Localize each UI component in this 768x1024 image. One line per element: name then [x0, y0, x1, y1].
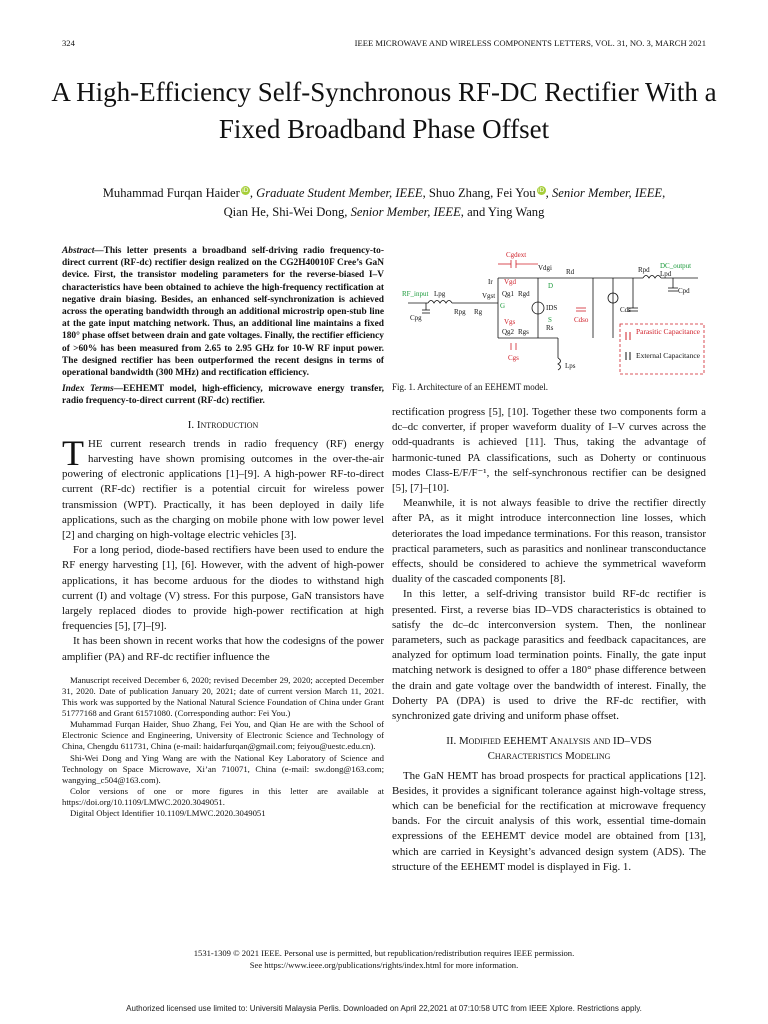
- index-terms-lead: Index Terms: [62, 384, 114, 395]
- paragraph: Meanwhile, it is not always feasible to drive the rectifier directly after PA, as it might introduce interconnection line losses, which deteriorates the load impedance terminations. For this reason, transistor practical parameters, such as parasitics and nonlinear transconductance effects, should be considered to achieve the symmetrical waveform duality of the cascaded components [8].: [392, 497, 706, 586]
- paragraph: rectification progress [5], [10]. Together these two components form a dc–dc converter, if proper waveform duality of I–V curves across the odd-quadrants is achieved [11]. Thus, taking the advantage of harmonic-tuned PA classifications, such as Doherty or continuous modes Class-E/F/F⁻¹, the self-synchronous rectifier can be designed [5], [7]–[10].: [392, 406, 706, 495]
- author-name: , and Ying Wang: [460, 205, 545, 219]
- author-membership: , Senior Member, IEEE: [344, 205, 461, 219]
- copyright-line: 1531-1309 © 2021 IEEE. Personal use is permitted, but republication/redistribution requires IEEE permission.: [193, 948, 575, 958]
- orcid-icon[interactable]: iD: [242, 186, 249, 194]
- eehemt-schematic: [398, 248, 708, 378]
- copyright-notice: [62, 948, 706, 971]
- abstract-text: This letter presents a broadband self-driving radio frequency-to-direct current (RF-dc) rectifier design realized on the CG2H40010F Cree’s GaN device. First, the transistor modeling parameters for the reverse-biased I–V characteristics have been obtained to achieve the high-frequency rectification at negative drain biasing. Besides, an enhanced self-synchronization is achieved across the operating bandwidth through an additional microstrip open-stub line at the gate input matching network. Thus, an additional line maintains a fixed 180° phase offset between drain and gate voltages. Finally, the rectifier efficiency of >60% has been measured from 2.65 to 2.95 GHz for 10-W RF input power. The designed rectifier has been outperformed the recent designs in terms of operational bandwidth (300 MHz) and rectification efficiency.: [62, 246, 384, 379]
- legend-parasitic: Parasitic Capacitance: [636, 328, 700, 336]
- section-number: II.: [446, 735, 457, 748]
- license-footer: Authorized licensed use limited to: Universiti Malaysia Perlis. Downloaded on April 22,2021 at 07:10:58 UTC from IEEE Xplore. Restrictions apply.: [126, 1004, 642, 1013]
- paragraph: For a long period, diode-based rectifiers have been used to endure the RF energy harvesting [1], [6]. However, with the advent of high-power applications, it has become arduous for the diodes to withstand high current (I) and voltage (V) stress. For this purpose, GaN transistors have largely replaced diodes to provide high-power rectification at high frequencies [5], [7]–[9].: [62, 544, 384, 633]
- abstract-lead: Abstract: [62, 246, 95, 256]
- paragraph-text: HE current research trends in radio frequency (RF) energy harvesting have shown promising outcomes in the over-the-air powering of electronic applications [1]–[9]. A high-power RF-to-direct current (RF-dc) rectifier is a potential circuit for wireless power transmission (WPT). Practically, it has been deployed in daily life applications, such as the charging on mobile phone with low power level [2] and charging on high-voltage electric vehicles [3].: [62, 437, 384, 542]
- label-lpg: Lpg: [434, 290, 446, 298]
- label-rgs: Rgs: [518, 328, 529, 336]
- index-terms-text: EEHEMT model, high-efficiency, microwave energy transfer, radio frequency-to-direct current (RF-dc) rectifier.: [62, 384, 384, 407]
- paragraph: It has been shown in recent works that how the codesigns of the power amplifier (PA) and RF-dc rectifier influence the: [62, 635, 384, 663]
- footnote: Shi-Wei Dong and Ying Wang are with the National Key Laboratory of Science and Technology on Space Microwave, Xi’an 710071, China (e-mail: sw.dong@163.com; wangying_c504@163.com).: [62, 752, 384, 785]
- label-cpd: Cpd: [678, 287, 690, 295]
- label-vgd: Vgd: [504, 278, 517, 286]
- author-name: Muhammad Furqan Haider: [102, 186, 240, 200]
- label-rpg: Rpg: [454, 308, 466, 316]
- orcid-icon[interactable]: iD: [538, 186, 545, 194]
- label-cds: Cds: [620, 306, 631, 314]
- label-ids: IDS: [546, 304, 558, 312]
- section-number: I.: [187, 418, 195, 431]
- footnotes: [62, 675, 384, 819]
- label-qg2: Qg2: [502, 328, 515, 336]
- footnote: Manuscript received December 6, 2020; revised December 29, 2020; accepted December 31, 2020. Date of publication January 20, 2021; date of current version March 11, 2021. This work was supported by the National Natural Science Foundation of China under Grant 51777168 and Grant 61571080. (Corresponding author: Fei You.): [62, 674, 384, 719]
- label-rd: Rd: [566, 268, 575, 276]
- section-title: Modified EEHEMT Analysis and ID–VDS: [458, 735, 652, 748]
- label-cgs: Cgs: [508, 354, 519, 362]
- label-qg1: Qg1: [502, 290, 515, 298]
- label-lpd: Lpd: [660, 270, 672, 278]
- label-cdso: Cdso: [574, 316, 589, 324]
- footnote: Muhammad Furqan Haider, Shuo Zhang, Fei You, and Qian He are with the School of Electronic Science and Engineering, University of Electronic Science and Technology of China, Chengdu 611731, China (e-mail: haidarfurqan@gmail.com; feiyou@uestc.edu.cn).: [62, 719, 384, 752]
- label-rgd: Rgd: [518, 290, 530, 298]
- author-name: Qian He, Shi-Wei Dong: [223, 205, 345, 219]
- author-membership: , Graduate Student Member, IEEE: [249, 186, 423, 200]
- label-vgs: Vgs: [504, 318, 516, 326]
- drop-cap: T: [62, 432, 84, 473]
- label-vgst: Vgst: [482, 292, 496, 300]
- author-name: , Shuo Zhang, Fei You: [422, 186, 536, 200]
- legend-external: External Capacitance: [636, 352, 700, 360]
- label-ir: Ir: [488, 278, 493, 286]
- paragraph: The GaN HEMT has broad prospects for practical applications [12]. Besides, it provides a significant tolerance against high-voltage stress, which can be beneficial for the rectification at microwave frequency bands. For the circuit analysis of this work, essential time-domain expressions of the EEHEMT device model are obtained from [13], which are carried in Keysight’s advanced design system (ADS). The structure of the EEHEMT model is displayed in Fig. 1.: [392, 769, 706, 873]
- label-rpd: Rpd: [638, 266, 650, 274]
- label-gate: G: [500, 302, 506, 310]
- section-title: Introduction: [196, 418, 259, 431]
- abstract: Abstract—This letter presents a broadband self-driving radio frequency-to-direct current (RF-dc) rectifier design realized on the CG2H40010F Cree’s GaN device. First, the transistor modeling parameters for the reverse-biased I–V characteristics have been obtained to achieve the high-frequency rectification at negative drain biasing. Besides, an enhanced self-synchronization is achieved across the operating bandwidth through an additional microstrip open-stub line at the gate input matching network. Thus, an additional line maintains a fixed 180° phase offset between drain and gate voltages. Finally, the rectifier efficiency of >60% has been measured from 2.65 to 2.95 GHz for 10-W RF input power. The designed rectifier has been outperformed the recent designs in terms of operational bandwidth (300 MHz) and rectification efficiency.: [62, 246, 384, 379]
- label-cpg: Cpg: [410, 314, 422, 322]
- running-header: IEEE MICROWAVE AND WIRELESS COMPONENTS LETTERS, VOL. 31, NO. 3, MARCH 2021: [354, 38, 706, 48]
- index-terms: Index Terms—EEHEMT model, high-efficiency, microwave energy transfer, radio frequency-to-direct current (RF-dc) rectifier.: [62, 384, 384, 407]
- author-membership: , Senior Member, IEEE: [545, 186, 663, 200]
- label-rf-input: RF_input: [402, 290, 429, 298]
- label-rs: Rs: [546, 324, 554, 332]
- author-list: Muhammad Furqan Haider iD, Graduate Student Member, IEEE, Shuo Zhang, Fei You iD, Senior Member, IEEE, Qian He, Shi-Wei Dong, Senior Member, IEEE, and Ying Wang: [102, 186, 666, 219]
- label-drain: D: [548, 282, 554, 290]
- figure-caption: Fig. 1. Architecture of an EEHEMT model.: [392, 382, 549, 392]
- footnote: Digital Object Identifier 10.1109/LMWC.2020.3049051: [70, 808, 266, 819]
- label-dc-output: DC_output: [660, 262, 692, 270]
- section-heading: [62, 418, 384, 433]
- page-number: 324: [62, 38, 75, 48]
- label-vdgi: Vdgi: [538, 264, 552, 272]
- label-source: S: [548, 316, 552, 324]
- paragraph: In this letter, a self-driving transistor build RF-dc rectifier is presented. First, a reverse bias ID–VDS characteristics is obtained to satisfy the dc–dc interconversion system. Then, the nonlinear parameters, such as package parasitics and feedback capacitances, are analyzed for optimum load termination points. Finally, the gate input matching network is designed to offer a 180° phase difference between the drain and gate voltage over the bandwidth of interest. Finally, the Doherty PA (DPA) is used to drive the RF-dc rectifier, with synchronized gate driving and uniform phase offset.: [392, 588, 706, 723]
- section-title: Characteristics Modeling: [487, 750, 611, 763]
- right-column: [392, 405, 706, 875]
- footnote: Color versions of one or more figures in this letter are available at https://doi.org/10.1109/LMWC.2020.3049051.: [62, 785, 384, 807]
- label-rg: Rg: [474, 308, 483, 316]
- left-column: [62, 245, 384, 819]
- section-heading: [392, 734, 706, 764]
- paragraph: [62, 432, 384, 543]
- label-cgdext: Cgdext: [506, 251, 527, 259]
- label-lps: Lps: [565, 362, 576, 370]
- rights-link[interactable]: See https://www.ieee.org/publications/rights/index.html for more information.: [249, 959, 519, 970]
- paper-title: A High-Efficiency Self-Synchronous RF-DC Rectifier With a Fixed Broadband Phase Offset: [51, 77, 717, 144]
